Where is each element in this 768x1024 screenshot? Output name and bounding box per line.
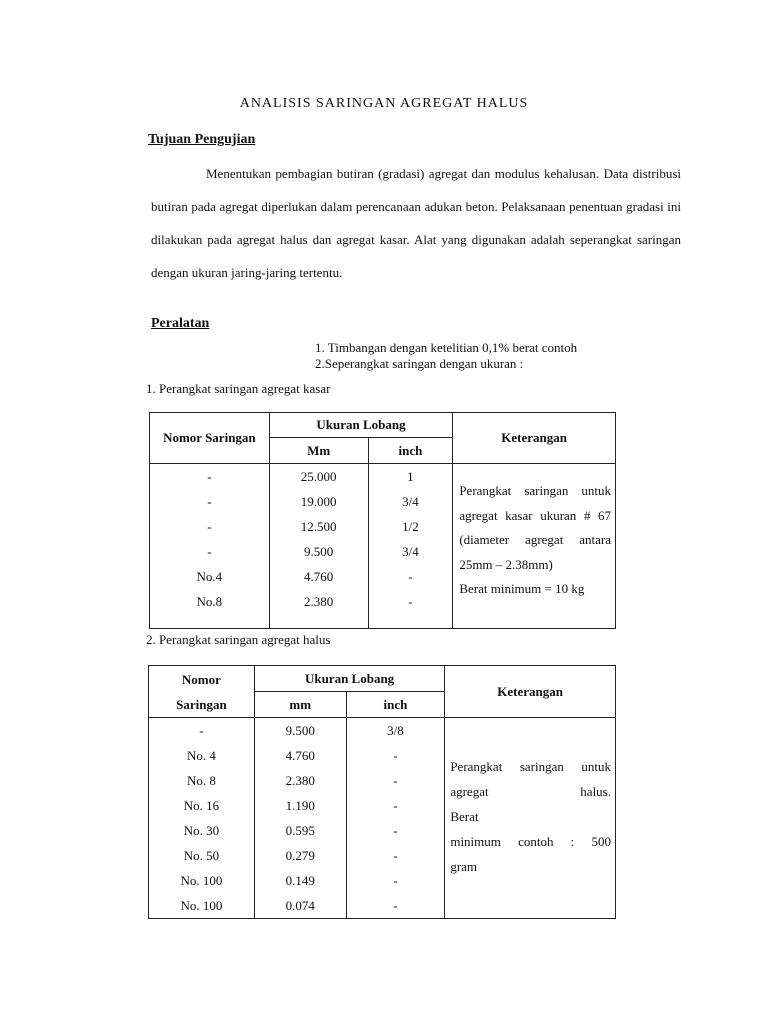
cell-inch: -: [393, 798, 398, 813]
header-ukuran-lobang: Ukuran Lobang: [254, 666, 445, 692]
header-nomor-line-2: Saringan: [176, 696, 227, 712]
column-nomor: [150, 464, 270, 629]
peralatan-heading: Peralatan: [151, 316, 210, 331]
cell-nomor: -: [207, 519, 212, 534]
cell-inch: -: [393, 898, 398, 913]
column-mm: [269, 464, 368, 629]
cell-mm: 0.074: [285, 898, 315, 913]
header-mm: mm: [254, 692, 346, 718]
cell-mm: 12.500: [300, 519, 337, 534]
note-line: Berat minimum = 10 kg: [459, 581, 585, 596]
cell-nomor: No. 100: [180, 873, 223, 888]
header-inch: inch: [346, 692, 445, 718]
header-keterangan: Keterangan: [453, 413, 616, 464]
cell-inch: 3/8: [387, 723, 404, 738]
cell-mm: 4.760: [304, 569, 334, 584]
table-agregat-halus: [148, 665, 616, 919]
cell-inch: 1/2: [402, 519, 419, 534]
cell-inch: -: [393, 773, 398, 788]
tujuan-paragraph: [151, 157, 681, 289]
header-mm: Mm: [269, 438, 368, 464]
tujuan-text: Menentukan pembagian butiran (gradasi) agregat dan modulus kehalusan. Data distribusi butiran pada agregat diperlukan dalam perencanaan adukan beton. Pelaksanaan penentuan gradasi ini dilakukan pada agregat halus dan agregat kasar. Alat yang digunakan adalah seperangkat saringan dengan ukuran jaring-jaring tertentu.: [151, 166, 681, 280]
cell-inch: 1: [407, 469, 414, 484]
note-line: minimum contoh : 500: [450, 834, 611, 849]
cell-nomor: -: [207, 469, 212, 484]
cell-nomor: -: [207, 544, 212, 559]
cell-inch: -: [393, 873, 398, 888]
cell-mm: 9.500: [285, 723, 315, 738]
table2-caption: 2. Perangkat saringan agregat halus: [146, 632, 331, 647]
header-nomor-saringan: Nomor Saringan: [150, 413, 270, 464]
cell-inch: 3/4: [402, 494, 419, 509]
column-inch: [346, 718, 445, 919]
cell-inch: -: [393, 848, 398, 863]
note-line: agregat kasar ukuran # 67: [459, 507, 611, 523]
cell-mm: 1.190: [285, 798, 315, 813]
cell-nomor: No.4: [196, 569, 223, 584]
column-mm: [254, 718, 346, 919]
tujuan-heading: Tujuan Pengujian: [148, 132, 256, 147]
header-inch: inch: [368, 438, 453, 464]
cell-mm: 4.760: [285, 748, 315, 763]
cell-mm: 0.149: [285, 873, 315, 888]
cell-nomor: No. 30: [183, 823, 220, 838]
cell-mm: 2.380: [285, 773, 315, 788]
header-nomor-line-1: Nomor: [181, 671, 221, 687]
cell-nomor: No. 50: [183, 848, 220, 863]
cell-keterangan: [445, 718, 616, 919]
column-nomor: [149, 718, 255, 919]
cell-mm: 0.595: [285, 823, 315, 838]
cell-mm: 9.500: [304, 544, 334, 559]
cell-keterangan: [453, 464, 616, 629]
header-nomor-saringan: [149, 666, 255, 718]
table-agregat-kasar: [149, 412, 616, 629]
header-keterangan: Keterangan: [445, 666, 616, 718]
cell-inch: -: [408, 594, 413, 609]
cell-nomor: -: [207, 494, 212, 509]
cell-nomor: -: [199, 723, 204, 738]
document-title: ANALISIS SARINGAN AGREGAT HALUS: [239, 96, 529, 111]
column-inch: [368, 464, 453, 629]
cell-nomor: No.8: [196, 594, 223, 609]
peralatan-item-1: 1. Timbangan dengan ketelitian 0,1% berat contoh: [315, 340, 578, 355]
cell-nomor: No. 100: [180, 898, 223, 913]
cell-mm: 25.000: [300, 469, 337, 484]
note-line: agregat halus. Berat: [450, 784, 611, 824]
note-line: Perangkat saringan untuk: [459, 483, 611, 498]
note-line: (diameter agregat antara: [459, 532, 611, 547]
cell-inch: 3/4: [402, 544, 419, 559]
cell-inch: -: [393, 748, 398, 763]
header-ukuran-lobang: Ukuran Lobang: [269, 413, 453, 438]
note-line: 25mm – 2.38mm): [459, 556, 553, 572]
cell-mm: 19.000: [300, 494, 337, 509]
peralatan-item-2: 2.Seperangkat saringan dengan ukuran :: [315, 356, 524, 371]
note-line: Perangkat saringan untuk: [450, 759, 611, 774]
cell-inch: -: [408, 569, 413, 584]
cell-inch: -: [393, 823, 398, 838]
cell-nomor: No. 4: [186, 748, 216, 763]
cell-mm: 0.279: [285, 848, 315, 863]
cell-nomor: No. 8: [186, 773, 216, 788]
cell-nomor: No. 16: [183, 798, 220, 813]
cell-mm: 2.380: [304, 594, 334, 609]
table1-caption: 1. Perangkat saringan agregat kasar: [146, 381, 331, 396]
note-line: gram: [450, 859, 478, 874]
